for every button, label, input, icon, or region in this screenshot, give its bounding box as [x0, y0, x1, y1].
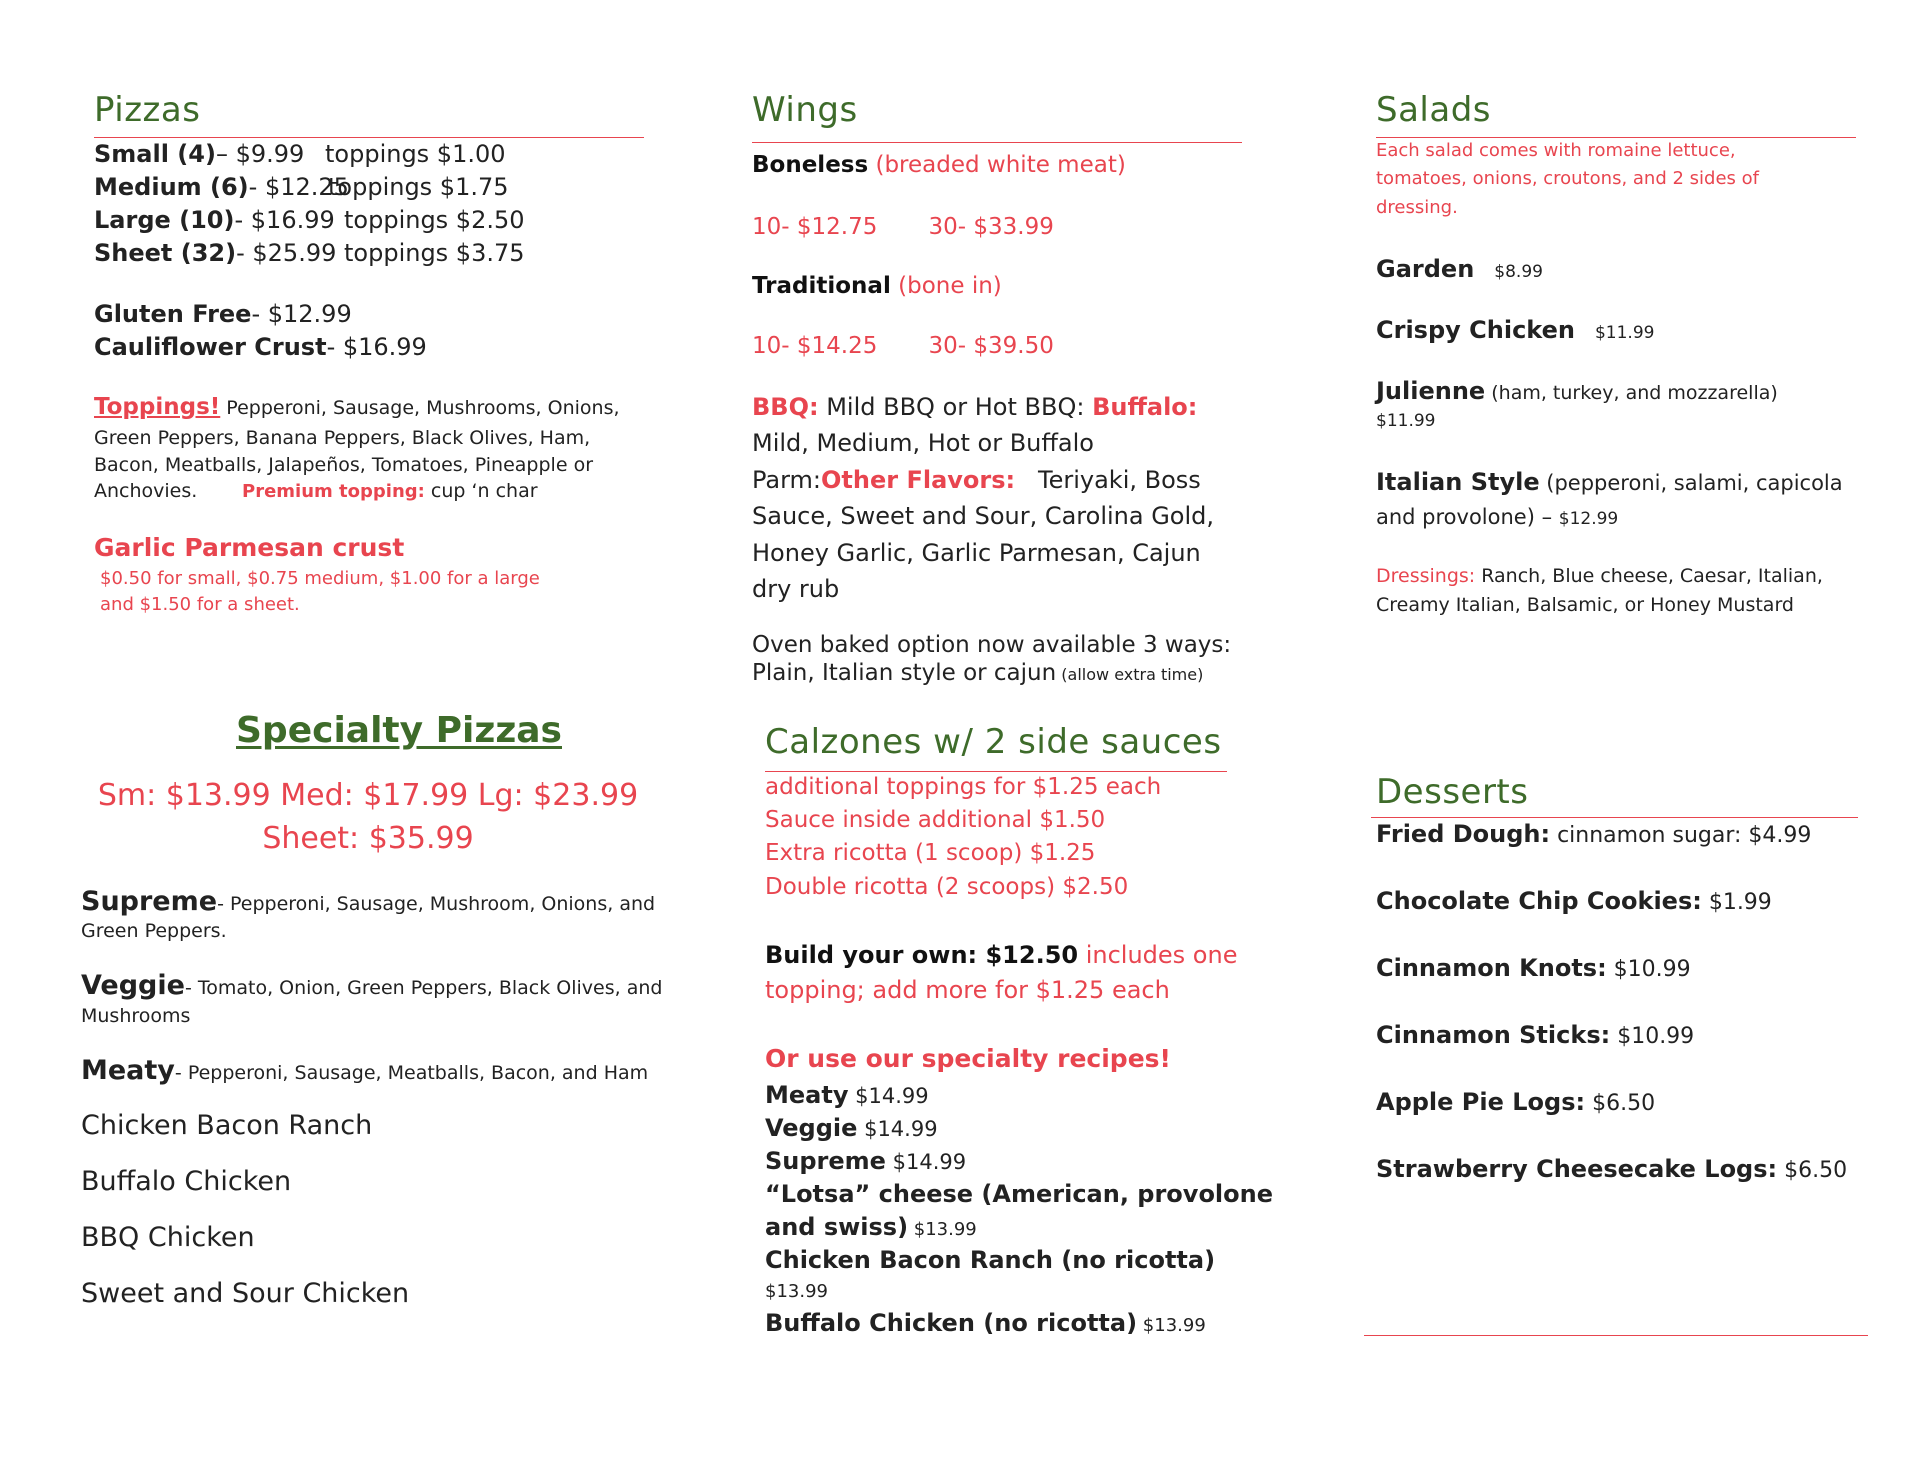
- wings-bbq-line: BBQ: Mild BBQ or Hot BBQ: Buffalo:: [752, 393, 1198, 421]
- calzone-recipe-veggie: Veggie $14.99: [765, 1114, 938, 1142]
- calzone-info-line1: additional toppings for $1.25 each: [765, 774, 1162, 800]
- wings-boneless: Boneless (breaded white meat): [752, 152, 1126, 178]
- wings-boneless-prices: 10- $12.75 30- $33.99: [752, 214, 1054, 240]
- salad-julienne-price: $11.99: [1376, 411, 1436, 431]
- pizza-toppings-medium: toppings $1.75: [328, 173, 509, 201]
- dessert-fried-dough: Fried Dough: cinnamon sugar: $4.99: [1376, 820, 1812, 848]
- wings-other-line3: Honey Garlic, Garlic Parmesan, Cajun: [752, 539, 1201, 567]
- cauliflower-item: Cauliflower Crust- $16.99: [94, 333, 427, 361]
- salads-title: Salads: [1376, 90, 1491, 130]
- desserts-bottom-rule: [1364, 1335, 1868, 1336]
- pizza-size-large: Large (10)- $16.99: [94, 206, 335, 234]
- wings-other-line1: Parm:Other Flavors: Teriyaki, Boss: [752, 466, 1201, 494]
- pizzas-rule: [94, 137, 644, 138]
- toppings-list-line1: Toppings! Pepperoni, Sausage, Mushrooms, Onions,: [94, 394, 620, 420]
- wings-rule: [752, 142, 1242, 143]
- specialty-veggie: Veggie- Tomato, Onion, Green Peppers, Black Olives, and: [81, 970, 663, 1001]
- specialty-supreme-desc2: Green Peppers.: [81, 920, 227, 942]
- salad-garden: Garden $8.99: [1376, 255, 1543, 283]
- salad-dressings-line2: Creamy Italian, Balsamic, or Honey Mustard: [1376, 594, 1794, 616]
- salads-intro-line1: Each salad comes with romaine lettuce,: [1376, 140, 1736, 161]
- calzone-info-line2: Sauce inside additional $1.50: [765, 807, 1106, 833]
- dessert-cinnamon-sticks: Cinnamon Sticks: $10.99: [1376, 1021, 1695, 1049]
- dessert-chocolate-chip-cookies: Chocolate Chip Cookies: $1.99: [1376, 887, 1772, 915]
- pizza-size-sheet: Sheet (32)- $25.99: [94, 239, 337, 267]
- specialty-bbq-chicken: BBQ Chicken: [81, 1222, 255, 1253]
- calzones-rule: [765, 771, 1227, 772]
- wings-oven-line1: Oven baked option now available 3 ways:: [752, 632, 1232, 658]
- calzone-info-line3: Extra ricotta (1 scoop) $1.25: [765, 840, 1096, 866]
- wings-title: Wings: [752, 90, 858, 130]
- calzone-recipe-buffalo: Buffalo Chicken (no ricotta) $13.99: [765, 1309, 1206, 1337]
- specialty-buffalo-chicken: Buffalo Chicken: [81, 1166, 292, 1197]
- salad-italian-line2: and provolone) – $12.99: [1376, 505, 1619, 529]
- calzones-title: Calzones w/ 2 side sauces: [765, 722, 1222, 762]
- calzone-recipe-lotsa: “Lotsa” cheese (American, provolone: [765, 1180, 1274, 1208]
- wings-traditional-prices: 10- $14.25 30- $39.50: [752, 333, 1054, 359]
- desserts-rule: [1371, 817, 1858, 818]
- pizza-toppings-sheet: toppings $3.75: [344, 239, 525, 267]
- salad-crispy-chicken: Crispy Chicken $11.99: [1376, 316, 1655, 344]
- wings-oven-line2: Plain, Italian style or cajun (allow extra time): [752, 660, 1204, 686]
- specialty-prices-line1: Sm: $13.99 Med: $17.99 Lg: $23.99: [97, 778, 639, 813]
- dessert-cinnamon-knots: Cinnamon Knots: $10.99: [1376, 954, 1691, 982]
- specialty-chicken-bacon-ranch: Chicken Bacon Ranch: [81, 1110, 373, 1141]
- pizza-toppings-large: toppings $2.50: [344, 206, 525, 234]
- specialty-meaty: Meaty- Pepperoni, Sausage, Meatballs, Bacon, and Ham: [81, 1055, 649, 1086]
- calzone-build-own: Build your own: $12.50 includes one: [765, 941, 1238, 969]
- calzone-recipe-cbr-price: $13.99: [765, 1281, 828, 1302]
- calzone-info-line4: Double ricotta (2 scoops) $2.50: [765, 874, 1129, 900]
- specialty-prices-line2: Sheet: $35.99: [262, 821, 474, 856]
- salad-italian: Italian Style (pepperoni, salami, capicola: [1376, 468, 1843, 496]
- salads-intro-line3: dressing.: [1376, 197, 1458, 218]
- specialty-sweet-sour-chicken: Sweet and Sour Chicken: [81, 1278, 410, 1309]
- pizza-size-medium: Medium (6)- $12.25: [94, 173, 349, 201]
- calzone-recipes-title: Or use our specialty recipes!: [765, 1044, 1171, 1073]
- garlic-parmesan-line1: $0.50 for small, $0.75 medium, $1.00 for a large: [100, 568, 540, 589]
- wings-buffalo-line2: Mild, Medium, Hot or Buffalo: [752, 429, 1094, 457]
- toppings-list-line2: Green Peppers, Banana Peppers, Black Olives, Ham,: [94, 427, 591, 449]
- pizzas-title: Pizzas: [94, 90, 201, 130]
- salads-rule: [1376, 137, 1856, 138]
- wings-traditional: Traditional (bone in): [752, 273, 1002, 299]
- salad-julienne: Julienne (ham, turkey, and mozzarella): [1376, 377, 1778, 405]
- calzone-recipe-cbr: Chicken Bacon Ranch (no ricotta): [765, 1246, 1216, 1274]
- toppings-list-line4: Anchovies.: [94, 480, 198, 502]
- calzone-build-own-line2: topping; add more for $1.25 each: [765, 976, 1170, 1004]
- dessert-apple-pie-logs: Apple Pie Logs: $6.50: [1376, 1088, 1656, 1116]
- pizza-size-small: Small (4)– $9.99: [94, 140, 305, 168]
- calzone-recipe-meaty: Meaty $14.99: [765, 1081, 929, 1109]
- gluten-free-item: Gluten Free- $12.99: [94, 300, 352, 328]
- premium-topping: Premium topping: cup ‘n char: [242, 480, 538, 502]
- wings-other-line2: Sauce, Sweet and Sour, Carolina Gold,: [752, 502, 1215, 530]
- calzone-recipe-supreme: Supreme $14.99: [765, 1147, 967, 1175]
- desserts-title: Desserts: [1376, 772, 1529, 812]
- dessert-strawberry-cheesecake-logs: Strawberry Cheesecake Logs: $6.50: [1376, 1155, 1848, 1183]
- pizza-toppings-small: toppings $1.00: [325, 140, 506, 168]
- wings-other-line4: dry rub: [752, 575, 840, 603]
- calzone-recipe-lotsa-line2: and swiss) $13.99: [765, 1213, 977, 1241]
- toppings-list-line3: Bacon, Meatballs, Jalapeños, Tomatoes, Pineapple or: [94, 454, 594, 476]
- salads-intro-line2: tomatoes, onions, croutons, and 2 sides of: [1376, 168, 1759, 189]
- specialty-title: Specialty Pizzas: [236, 710, 562, 751]
- garlic-parmesan-line2: and $1.50 for a sheet.: [100, 594, 300, 615]
- toppings-label: Toppings!: [94, 394, 221, 420]
- garlic-parmesan-title: Garlic Parmesan crust: [94, 533, 405, 562]
- salad-dressings: Dressings: Ranch, Blue cheese, Caesar, Italian,: [1376, 565, 1823, 587]
- specialty-veggie-desc2: Mushrooms: [81, 1005, 191, 1027]
- specialty-supreme: Supreme- Pepperoni, Sausage, Mushroom, Onions, and: [81, 886, 656, 917]
